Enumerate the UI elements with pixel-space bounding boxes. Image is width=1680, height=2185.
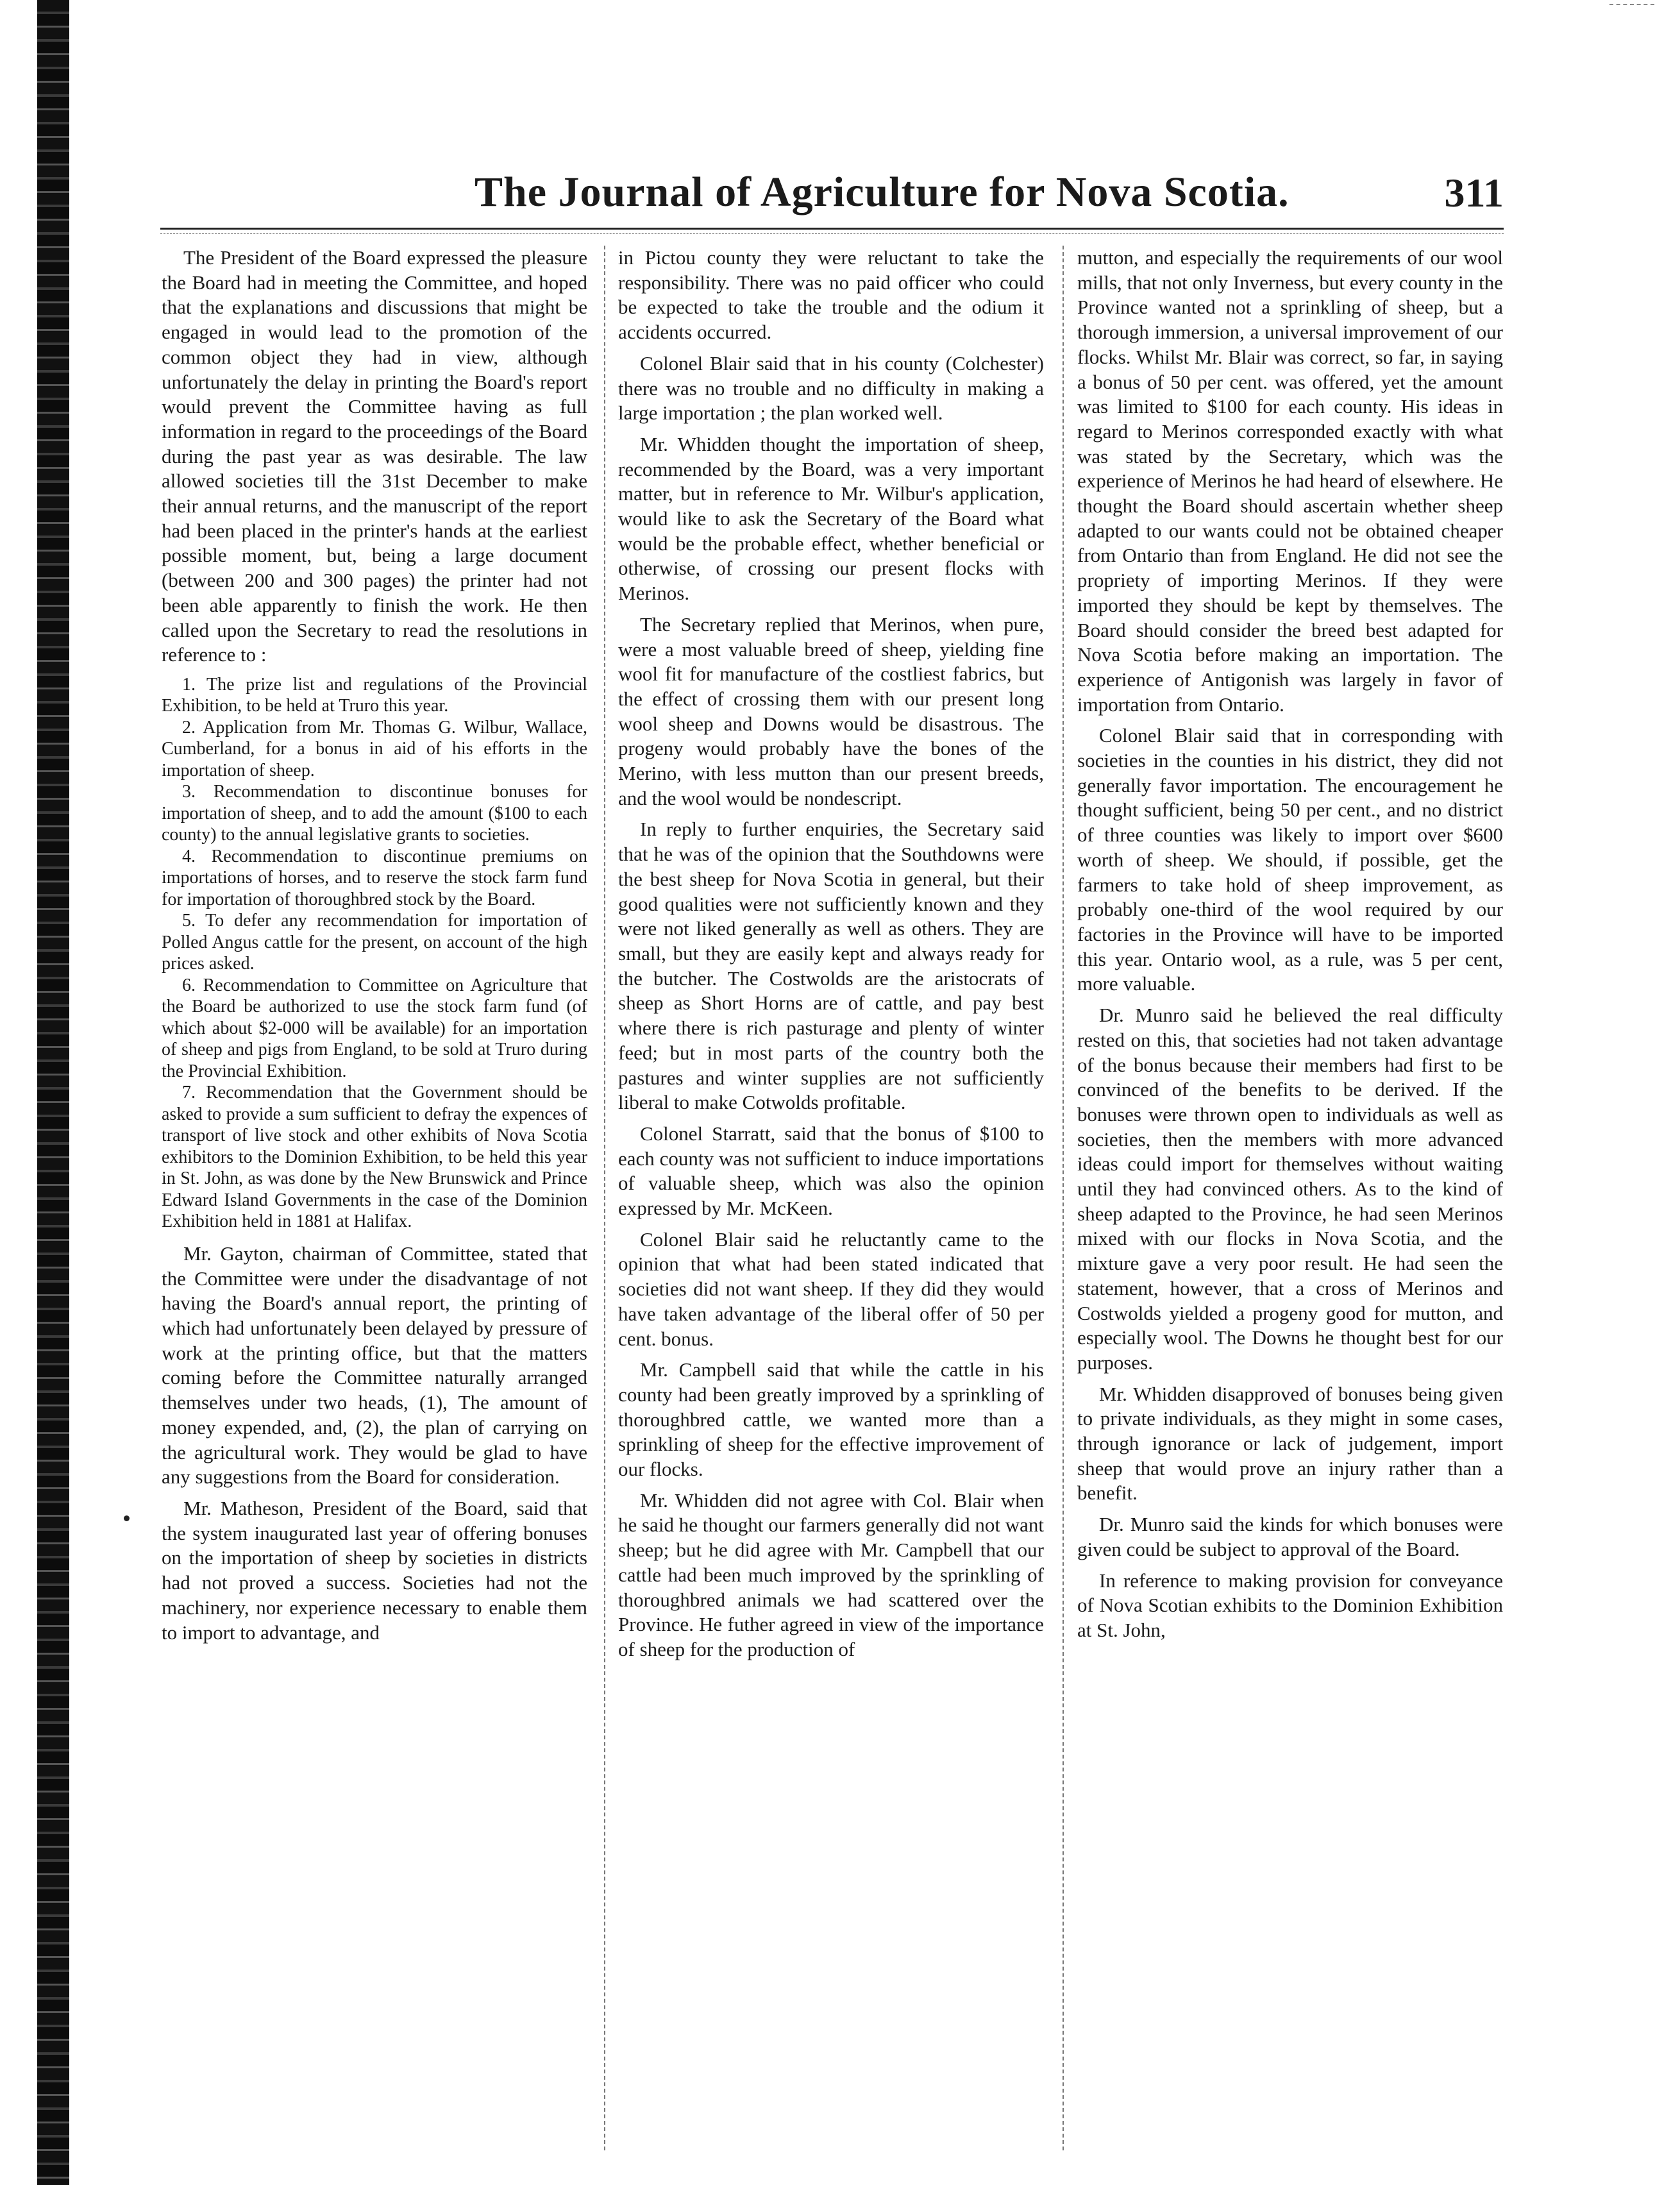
paragraph: Mr. Campbell said that while the cattle in his county had been greatly improved by a sprinkling of thoroughbred cattle, we wanted more than a sprinkling of sheep for the effective improvement of our flocks. [618,1358,1044,1481]
column-3 [1077,246,1503,2150]
resolution-item: 7. Recommendation that the Government should be asked to provide a sum sufficient to defray the expences of transport of live stock and other exhibits of Nova Scotia exhibitors to the Dominion Exhibition, to be held this year in St. John, as was done by the New Brunswick and Prince Edward Island Governments in the case of the Dominion Exhibition held in 1881 at Halifax. [162,1083,587,1232]
resolution-item: 4. Recommendation to discontinue premiums on importations of horses, and to reserve the stock farm fund for importation of thoroughbred stock by the Board. [162,846,587,909]
paragraph: In reference to making provision for conveyance of Nova Scotian exhibits to the Dominion Exhibition at St. John, [1077,1569,1503,1641]
column-divider [604,246,605,2150]
resolution-item: 1. The prize list and regulations of the Provincial Exhibition, to be held at Truro this year. [162,674,587,716]
resolution-item: 3. Recommendation to discontinue bonuses for importation of sheep, and to add the amount ($100 to each county) to the annual legislative grants to societies. [162,782,587,845]
column-1 [162,246,587,2150]
paragraph: In reply to further enquiries, the Secretary said that he was of the opinion that the Southdowns were the best sheep for Nova Scotia in general, but their good qualities were not sufficiently known and they were not liked generally as well as others. They are small, but they are easily kept and always ready for the butcher. The Costwolds are the aristocrats of sheep as Short Horns are of cattle, and pay best where there is rich pasturage and plenty of winter feed; but in most parts of the country both the pastures and winter supplies are not sufficiently liberal to make Cotwolds profitable. [618,818,1044,1114]
text-columns [162,246,1503,2150]
margin-dot [124,1515,130,1521]
paragraph: Dr. Munro said he believed the real difficulty rested on this, that societies had not taken advantage of the bonus because their members had first to be convinced of the benefits to be derived. If the bonuses were thrown open to individuals as well as societies, then the members with more advanced ideas could import for themselves without waiting until they had convinced others. As to the kind of sheep adapted to the Province, he had seen Merinos mixed with our flocks in Nova Scotia, and the mixture gave a very poor result. He had seen the statement, however, that a cross of Merinos and Costwolds yielded a progeny good for mutton, and especially wool. The Downs he thought best for our purposes. [1077,1004,1503,1374]
paragraph: Colonel Starratt, said that the bonus of $100 to each county was not sufficient to induce importations of valuable sheep, which was also the opinion expressed by Mr. McKeen. [618,1122,1044,1220]
header-rule [160,228,1504,234]
column-divider [1063,246,1064,2150]
column-2 [618,246,1044,2150]
paragraph: mutton, and especially the requirements of our wool mills, that not only Inverness, but every county in the Province wanted not a sprinkling of sheep, but a thorough immersion, a universal improvement of our flocks. Whilst Mr. Blair was correct, so far, in saying a bonus of 50 per cent. was offered, yet the amount was limited to $100 for each county. His ideas in regard to Merinos corresponded exactly with what was stated by the Secretary, which was the experience of Merinos he had heard of elsewhere. He thought the Board should ascertain whether sheep adapted to our wants could not be obtained cheaper from Ontario than from England. He did not see the propriety of importing Merinos. If they were imported they should be kept by themselves. The Board should consider the breed best adapted for Nova Scotia before making an importation. The experience of Antigonish was largely in favor of importation from Ontario. [1077,246,1503,716]
resolution-item: 2. Application from Mr. Thomas G. Wilbur, Wallace, Cumberland, for a bonus in aid of his efforts in the importation of sheep. [162,717,587,780]
resolution-item: 6. Recommendation to Committee on Agriculture that the Board be authorized to use the stock farm fund (of which about $2-000 will be available) for an importation of sheep and pigs from England, to be sold at Truro during the Provincial Exhibition. [162,975,587,1081]
page-number: 311 [1444,170,1504,215]
paragraph: Dr. Munro said the kinds for which bonuses were given could be subject to approval of the Board. [1077,1513,1503,1560]
paragraph: Colonel Blair said that in corresponding with societies in the counties in his district, they did not generally favor importation. The encouragement he thought sufficient, being 50 per cent., and no district of three counties was likely to import over $600 worth of sheep. We should, if possible, get the farmers to take hold of sheep improvement, as probably one-third of the wool required by our factories in the Province will have to be imported this year. Ontario wool, as a rule, was 5 per cent, more valuable. [1077,724,1503,995]
paragraph: Mr. Gayton, chairman of Committee, stated that the Committee were under the disadvantage of not having the Board's annual report, the printing of which had unfortunately been delayed by pressure of work at the printing office, but that the matters coming before the Committee naturally arranged themselves under two heads, (1), The amount of money expended, and, (2), the plan of carrying on the agricultural work. They would be glad to have any suggestions from the Board for consideration. [162,1242,587,1489]
book-binding-edge [37,0,69,2185]
corner-mark [1609,4,1654,8]
paragraph: The Secretary replied that Merinos, when pure, were a most valuable breed of sheep, yielding fine wool fit for manufacture of the costliest fabrics, but the effect of crossing them with our present long wool sheep and Downs would be disastrous. The progeny would probably have the bones of the Merino, with less mutton than our present breeds, and the wool would be nondescript. [618,612,1044,809]
journal-title: The Journal of Agriculture for Nova Scotia. [475,169,1289,215]
page-header [160,168,1504,219]
paragraph: Colonel Blair said that in his county (Colchester) there was no trouble and no difficulty in making a large importation ; the plan worked well. [618,351,1044,425]
resolution-item: 5. To defer any recommendation for importation of Polled Angus cattle for the present, on account of the high prices asked. [162,911,587,974]
paragraph: Mr. Matheson, President of the Board, said that the system inaugurated last year of offering bonuses on the importation of sheep by societies in districts had not proved a success. Societies had not the machinery, nor experience necessary to enable them to import to advantage, and [162,1496,587,1644]
paragraph: Mr. Whidden thought the importation of sheep, recommended by the Board, was a very important matter, but in reference to Mr. Wilbur's application, would like to ask the Secretary of the Board what would be the probable effect, whether beneficial or otherwise, of crossing our present flocks with Merinos. [618,432,1044,605]
resolutions-list [162,674,587,1233]
paragraph: The President of the Board expressed the pleasure the Board had in meeting the Committee, and hoped that the explanations and discussions that might be engaged in would lead to the promotion of the common object they had in view, although unfortunately the delay in printing the Board's report would prevent the Committee having as full information in regard to the proceedings of the Board during the past year as was desirable. The law allowed societies till the 31st December to make their annual returns, and the manuscript of the report had been placed in the printer's hands at the earliest possible moment, but, being a large document (between 200 and 300 pages) the printer had not been able apparently to finish the work. He then called upon the Secretary to read the resolutions in reference to : [162,246,587,666]
paragraph: Mr. Whidden did not agree with Col. Blair when he said he thought our farmers generally did not want sheep; but he did agree with Mr. Campbell that our cattle had been much improved by the sprinkling of thoroughbred animals we had scattered over the Province. He futher agreed in view of the importance of sheep for the production of [618,1489,1044,1660]
paragraph: Mr. Whidden disapproved of bonuses being given to private individuals, as they might in some cases, through ignorance or lack of judgement, import sheep that would prove an injury rather than a benefit. [1077,1382,1503,1505]
paragraph: in Pictou county they were reluctant to take the responsibility. There was no paid officer who could be expected to take the trouble and the odium it accidents occurred. [618,246,1044,344]
paragraph: Colonel Blair said he reluctantly came to the opinion that what had been stated indicated that societies did not want sheep. If they did they would have taken advantage of the liberal offer of 50 per cent. bonus. [618,1227,1044,1350]
